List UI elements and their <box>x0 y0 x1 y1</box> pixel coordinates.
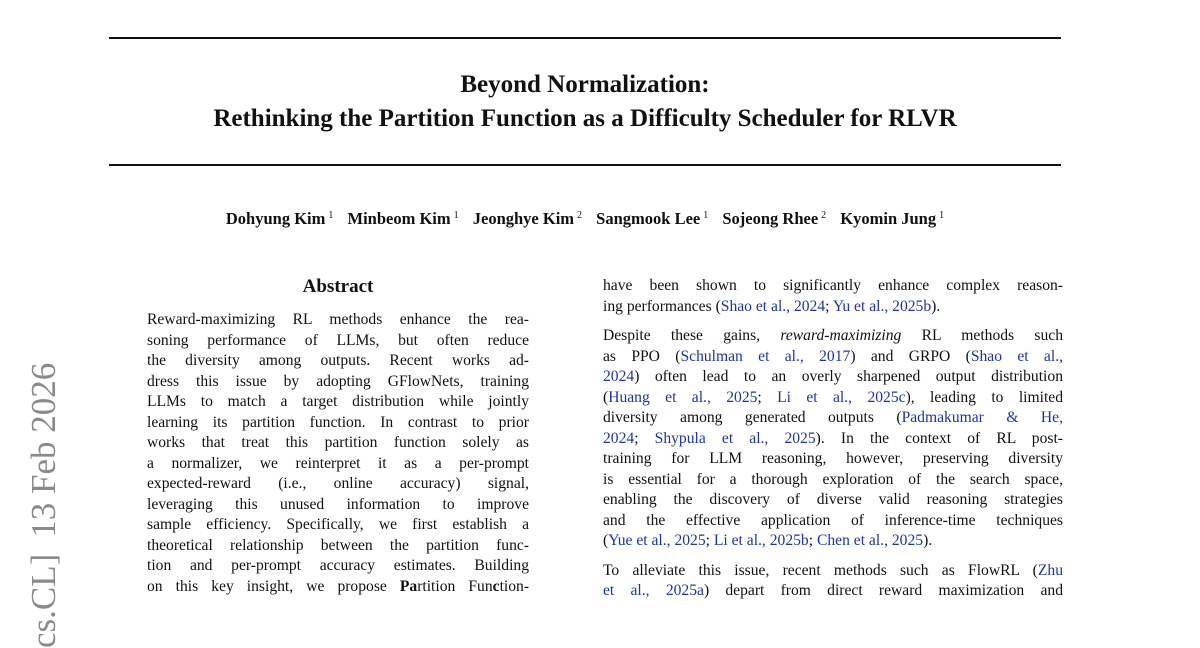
citation-link[interactable]: Li et al., 2025b <box>713 532 809 549</box>
abstract-body <box>147 310 529 597</box>
text-run: ; <box>825 297 833 315</box>
body-paragraph-3 <box>603 561 1063 602</box>
text-run: ) often lead to an overly sharpened output distribution <box>634 368 1063 385</box>
body-line: enabling the discovery of diverse valid reasoning strategies <box>603 491 1063 508</box>
title-top-rule <box>109 37 1061 39</box>
abstract-line: sample efficiency. Specifically, we first establish a <box>147 516 529 533</box>
citation-link[interactable]: Yu et al., 2025b <box>832 297 932 315</box>
abstract-column <box>147 276 529 597</box>
text-run: RL methods such <box>901 327 1063 344</box>
body-line <box>603 297 1063 318</box>
text-run: ing performances ( <box>603 297 721 315</box>
body-paragraph-1 <box>603 276 1063 317</box>
author <box>473 209 582 229</box>
bold-text: Pa <box>399 577 418 595</box>
text-run: ). <box>931 297 941 315</box>
abstract-heading: Abstract <box>302 276 374 297</box>
citation-link[interactable]: 2024 <box>603 429 635 447</box>
author <box>722 209 826 229</box>
body-line: have been shown to significantly enhance complex reason- <box>603 277 1063 294</box>
body-line: and the effective application of inference-time techniques <box>603 511 1063 529</box>
text-run: ) and GRPO ( <box>850 347 971 365</box>
body-line: is essential for a thorough exploration of the search space, <box>603 470 1063 488</box>
citation-link[interactable]: Shao et al., <box>970 347 1063 365</box>
author-name: Sojeong Rhee <box>722 209 819 228</box>
text-run: tion- <box>499 577 530 595</box>
citation-link[interactable]: Li et al., 2025c <box>777 388 906 406</box>
text-run: diversity among generated outputs ( <box>603 409 902 426</box>
body-line <box>603 367 1063 388</box>
body-line <box>603 581 1063 602</box>
text-run: To alleviate this issue, recent methods such as FlowRL ( <box>603 561 1038 579</box>
arxiv-date: 13 Feb 2026 <box>24 362 63 538</box>
citation-link[interactable]: Shypula et al., 2025 <box>654 429 816 447</box>
body-line <box>603 561 1063 582</box>
author-name: Sangmook Lee <box>596 209 701 228</box>
abstract-line: LLMs to match a target distribution while jointly <box>147 393 529 410</box>
author-affiliation: 1 <box>703 210 709 221</box>
abstract-line: Reward-maximizing RL methods enhance the rea- <box>147 311 529 328</box>
abstract-line: works that treat this partition function solely as <box>147 434 529 451</box>
title-line-1: Beyond Normalization: <box>460 71 710 98</box>
citation-link[interactable]: et al., 2025a <box>603 582 704 599</box>
author <box>596 209 708 229</box>
arxiv-category: cs.CL] <box>24 553 63 648</box>
text-run: ) depart from direct reward maximization and <box>703 582 1063 599</box>
abstract-line: expected-reward (i.e., online accuracy) signal, <box>147 475 529 492</box>
abstract-line: learning its partition function. In contrast to prior <box>147 413 529 431</box>
author-affiliation: 1 <box>328 210 334 221</box>
citation-link[interactable]: Schulman et al., 2017 <box>680 347 851 365</box>
abstract-line <box>147 577 529 598</box>
author-name: Minbeom Kim <box>347 209 451 228</box>
citation-link[interactable]: Zhu <box>1037 561 1063 579</box>
body-line: training for LLM reasoning, however, preserving diversity <box>603 450 1063 467</box>
citation-link[interactable]: Padmakumar & He, <box>901 409 1063 426</box>
text-run: ). In the context of RL post- <box>815 429 1063 447</box>
text-run: on this key insight, we propose <box>147 577 400 595</box>
text-run: ; <box>705 532 714 549</box>
paper-title <box>109 68 1061 136</box>
title-line-2: Rethinking the Partition Function as a Difficulty Scheduler for RLVR <box>213 105 957 132</box>
citation-link[interactable]: Shao et al., 2024 <box>720 297 826 315</box>
author-affiliation: 1 <box>939 210 945 221</box>
text-run: ( <box>603 388 609 406</box>
author-name: Jeonghye Kim <box>472 209 575 228</box>
text-run: ; <box>757 388 778 406</box>
text-run: ). <box>923 532 933 549</box>
author-name: Dohyung Kim <box>225 209 326 228</box>
body-line <box>603 429 1063 450</box>
body-line <box>603 347 1063 368</box>
text-run: Despite these gains, <box>603 327 781 344</box>
bold-text: c <box>492 577 500 595</box>
text-run: ; <box>634 429 655 447</box>
author-name: Kyomin Jung <box>840 209 937 228</box>
abstract-line: a normalizer, we reinterpret it as a per-prompt <box>147 454 529 472</box>
text-run: ( <box>603 532 609 549</box>
citation-link[interactable]: 2024 <box>603 368 635 385</box>
body-line <box>603 388 1063 409</box>
intro-column <box>603 276 1063 611</box>
citation-link[interactable]: Yue et al., 2025 <box>608 532 706 549</box>
author-affiliation: 2 <box>821 210 827 221</box>
title-bottom-rule <box>109 164 1061 166</box>
text-run: rtition Fun <box>417 577 493 595</box>
abstract-line: tion and per-prompt accuracy estimates. Building <box>147 557 529 574</box>
body-line <box>603 408 1063 429</box>
body-line <box>603 326 1063 347</box>
abstract-line: leveraging this unused information to improve <box>147 495 529 513</box>
body-paragraph-2 <box>603 326 1063 552</box>
abstract-line: theoretical relationship between the partition func- <box>147 536 529 554</box>
text-run: ), leading to limited <box>905 388 1064 406</box>
author-list <box>109 209 1061 229</box>
author-affiliation: 1 <box>453 210 459 221</box>
abstract-line: dress this issue by adopting GFlowNets, training <box>147 372 529 390</box>
text-run: as PPO ( <box>603 347 681 365</box>
author <box>348 209 459 229</box>
abstract-line: soning performance of LLMs, but often reduce <box>147 331 529 349</box>
abstract-line: the diversity among outputs. Recent works ad- <box>147 352 529 369</box>
text-run: ; <box>808 532 817 549</box>
citation-link[interactable]: Chen et al., 2025 <box>816 532 924 549</box>
citation-link[interactable]: Huang et al., 2025 <box>608 388 758 406</box>
body-line <box>603 531 1063 552</box>
author <box>840 209 944 229</box>
arxiv-watermark <box>24 347 64 648</box>
author <box>226 209 333 229</box>
emphasis-text: reward-maximizing <box>780 327 902 344</box>
author-affiliation: 2 <box>577 210 583 221</box>
